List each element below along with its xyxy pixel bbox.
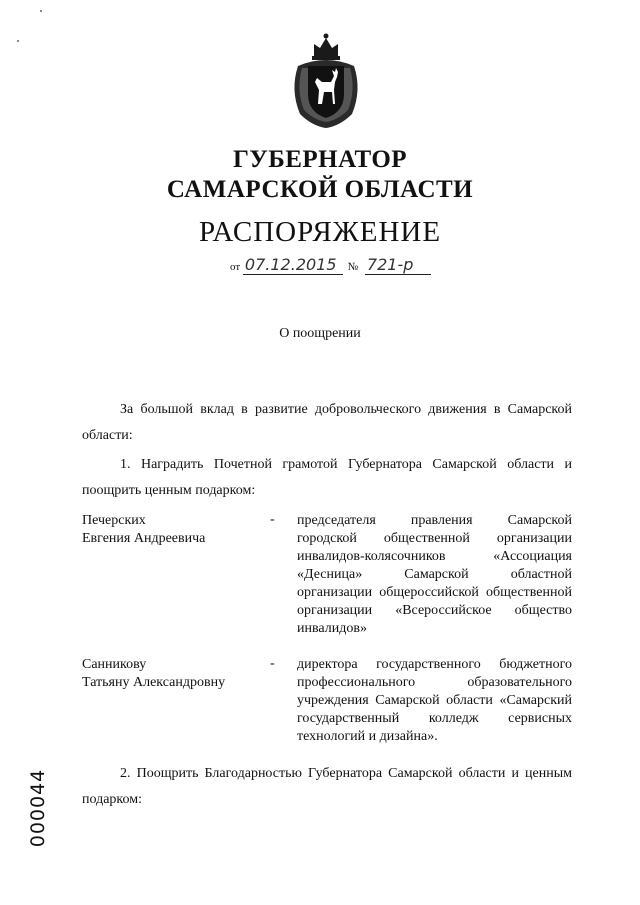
awardee-dash: - xyxy=(270,512,275,527)
awardee-description: директора государственного бюджетного профессионального образовательного учреждения Самарской области «Самарский государственный колледж сервисных технологий и дизайна». xyxy=(297,657,572,744)
document-subject: О поощрении xyxy=(279,326,361,341)
awardee-description: председателя правления Самарской городской общественной организации инвалидов-колясочников «Ассоциация «Десница» Самарской областной организации общероссийской общественной организации «Всероссийское общество инвалидов» xyxy=(297,513,572,636)
intro-paragraph: За большой вклад в развитие добровольческого движения в Самарской области: xyxy=(82,402,572,443)
document-type: РАСПОРЯЖЕНИЕ xyxy=(198,216,442,248)
issuer-region: САМАРСКОЙ ОБЛАСТИ xyxy=(166,176,474,203)
item-1-paragraph: 1. Наградить Почетной грамотой Губернатора Самарской области и поощрить ценным подарком: xyxy=(82,457,572,498)
issuer-title: ГУБЕРНАТОР xyxy=(232,146,408,173)
page-number-stamp xyxy=(18,768,58,848)
coat-of-arms-icon xyxy=(284,30,368,130)
document-number: 721-р xyxy=(365,256,431,275)
number-prefix: № xyxy=(347,261,359,273)
awardee-name: Печерских Евгения Андреевича xyxy=(82,513,206,546)
date-prefix: от xyxy=(230,261,241,273)
scan-speck xyxy=(17,40,19,42)
scan-speck xyxy=(40,10,42,12)
document-date: 07.12.2015 xyxy=(243,256,343,275)
awardee-name: Санникову Татьяну Александровну xyxy=(82,657,226,690)
item-2-paragraph: 2. Поощрить Благодарностью Губернатора Самарской области и ценным подарком: xyxy=(82,766,572,807)
page-stamp-text: 000044 xyxy=(27,768,49,848)
awardee-dash: - xyxy=(270,656,275,671)
date-number-line xyxy=(230,256,431,275)
